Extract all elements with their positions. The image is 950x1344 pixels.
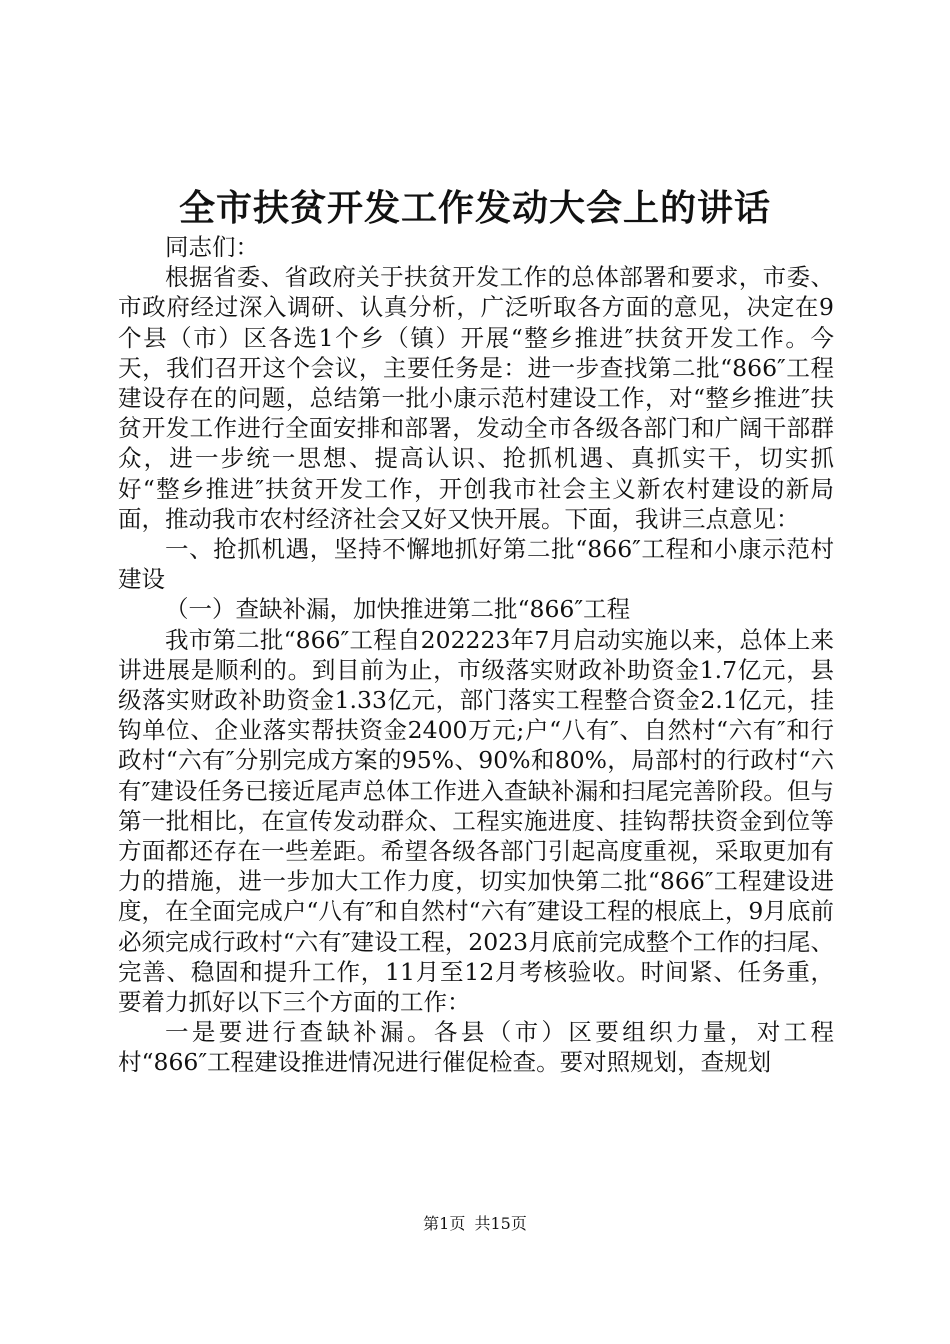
page-total: 共15页: [474, 1214, 527, 1233]
paragraph-intro: 根据省委、省政府关于扶贫开发工作的总体部署和要求，市委、市政府经过深入调研、认真分析，广泛听取各方面的意见，决定在9个县（市）区各选1个乡（镇）开展“整乡推进″扶贫开发工作。今天，我们召开这个会议，主要任务是：进一步查找第二批“866″工程建设存在的问题，总结第一批小康示范村建设工作，对“整乡推进″扶贫开发工作进行全面安排和部署，发动全市各级各部门和广阔干部群众，进一步统一思想、提高认识、抢抓机遇、真抓实干，切实抓好“整乡推进″扶贫开发工作，开创我市社会主义新农村建设的新局面，推动我市农村经济社会又好又快开展。下面，我讲三点意见：: [118, 263, 834, 533]
page-footer: [0, 1214, 950, 1234]
document-body: [118, 232, 834, 1078]
page-number: 第1页: [423, 1214, 466, 1233]
paragraph-task-one: 一是要进行查缺补漏。各县（市）区要组织力量，对工程村“866″工程建设推进情况进行催促检查。要对照规划，查规划: [118, 1018, 834, 1077]
paragraph-progress: 我市第二批“866″工程自202223年7月启动实施以来，总体上来讲进展是顺利的。到目前为止，市级落实财政补助资金1.7亿元，县级落实财政补助资金1.33亿元，部门落实工程整合资金2.1亿元，挂钩单位、企业落实帮扶资金2400万元;户“八有″、自然村“六有″和行政村“六有″分别完成方案的95%、90%和80%，局部村的行政村“六有″建设任务已接近尾声总体工作进入查缺补漏和扫尾完善阶段。但与第一批相比，在宣传发动群众、工程实施进度、挂钩帮扶资金到位等方面都还存在一些差距。希望各级各部门引起高度重视，采取更加有力的措施，进一步加大工作力度，切实加快第二批“866″工程建设进度，在全面完成户“八有″和自然村“六有″建设工程的根底上，9月底前必须完成行政村“六有″建设工程，2023月底前完成整个工作的扫尾、完善、稳固和提升工作，11月至12月考核验收。时间紧、任务重，要着力抓好以下三个方面的工作：: [118, 625, 834, 1017]
paragraph-salutation: 同志们：: [165, 233, 259, 261]
subsection-heading-1: （一）查缺补漏，加快推进第二批“866″工程: [165, 595, 631, 624]
document-title: 全市扶贫开发工作发动大会上的讲话: [178, 187, 771, 229]
section-heading-1: 一、抢抓机遇，坚持不懈地抓好第二批“866″工程和小康示范村建设: [118, 535, 834, 594]
